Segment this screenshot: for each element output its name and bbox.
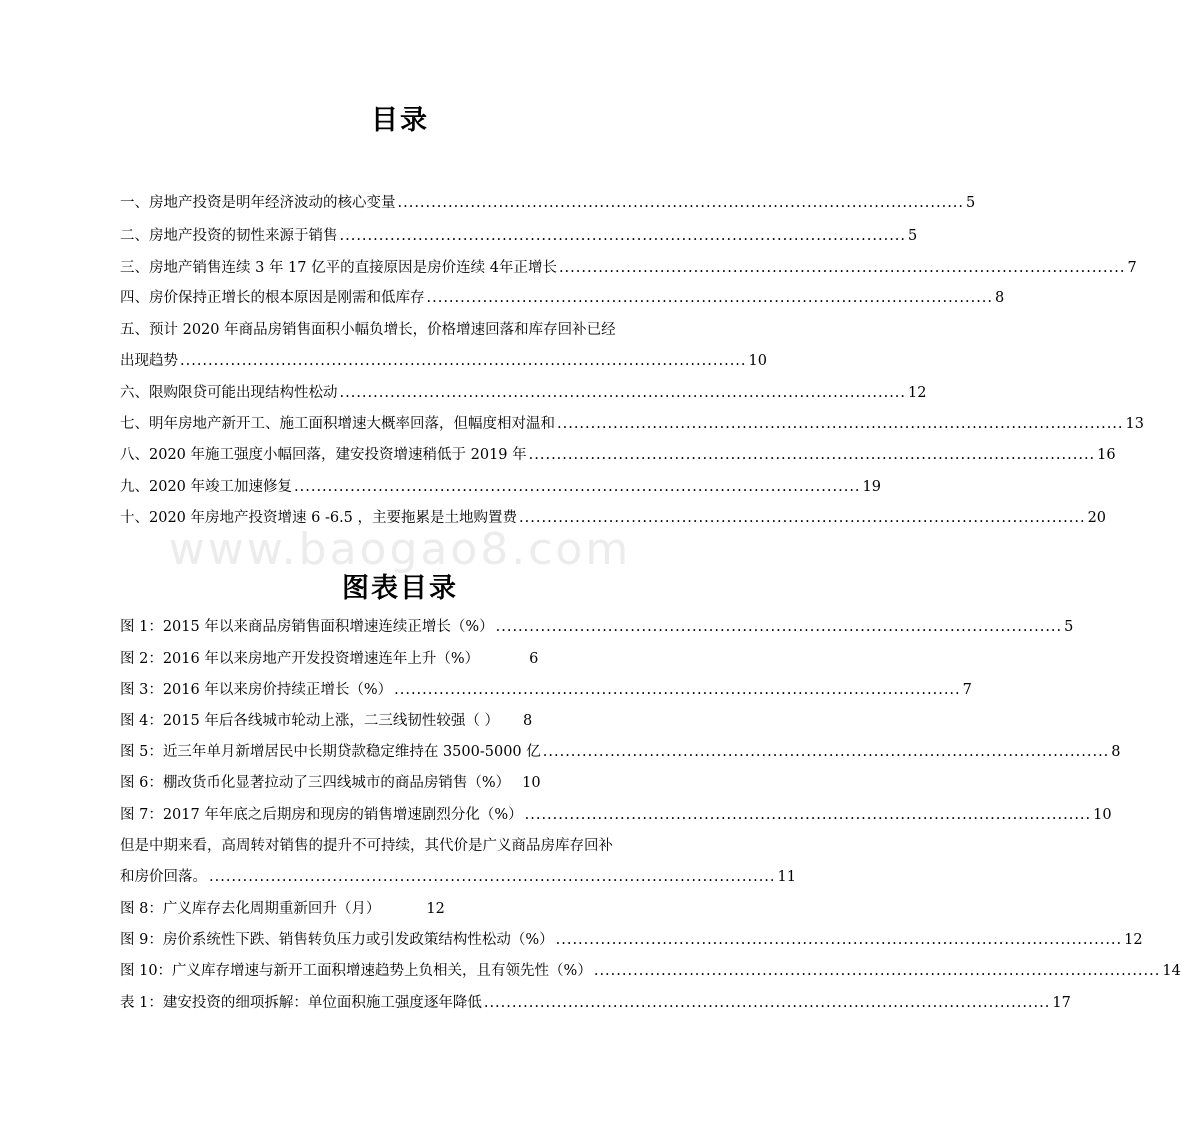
figure-entry[interactable] bbox=[120, 899, 681, 919]
figure-entry-page: 17 bbox=[1052, 995, 1071, 1011]
figure-entry-title: 表 1：建安投资的细项拆解：单位面积施工强度逐年降低 bbox=[120, 995, 482, 1011]
leader-dots: ..................................................................................................... bbox=[558, 260, 1126, 276]
toc-entry[interactable] bbox=[120, 383, 927, 403]
figure-entry[interactable] bbox=[120, 742, 1121, 762]
toc-entry-title-line1: 五、预计 2020 年商品房销售面积小幅负增长，价格增速回落和库存回补已经 bbox=[120, 322, 616, 338]
toc-entry-page: 19 bbox=[862, 479, 881, 495]
leader-dots: ..................................................................................................... bbox=[542, 744, 1110, 760]
toc-entry-title: 九、2020 年竣工加速修复 bbox=[120, 479, 293, 495]
toc-entry-title: 八、2020 年施工强度小幅回落，建安投资增速稍低于 2019 年 bbox=[120, 447, 527, 463]
leader-dots: ..................................................................................................... bbox=[519, 510, 1086, 526]
watermark: www.baogao8.com bbox=[168, 524, 632, 575]
figure-entry-title: 图 8：广义库存去化周期重新回升（月） bbox=[120, 901, 381, 917]
figure-entry-title: 和房价回落。 bbox=[120, 869, 207, 885]
figure-entry-title: 图 6：棚改货币化显著拉动了三四线城市的商品房销售（%） bbox=[120, 775, 511, 791]
figures-title: 图表目录 bbox=[342, 573, 458, 604]
toc-entry[interactable] bbox=[120, 193, 976, 213]
toc-entry-page: 7 bbox=[1127, 260, 1137, 276]
figure-entry[interactable] bbox=[120, 711, 681, 731]
toc-entry[interactable] bbox=[120, 508, 1107, 528]
toc-entry-page: 10 bbox=[748, 353, 767, 369]
figure-entry-continuation[interactable] bbox=[120, 867, 796, 887]
figure-entry-page: 11 bbox=[777, 869, 796, 885]
figure-entry[interactable] bbox=[120, 649, 681, 669]
figure-entry-page: 6 bbox=[529, 651, 539, 667]
figure-entry[interactable] bbox=[120, 930, 1143, 950]
leader-dots: ..................................................................................................... bbox=[524, 807, 1092, 823]
figure-entry-page: 12 bbox=[1124, 932, 1143, 948]
figure-entry-title: 图 5：近三年单月新增居民中长期贷款稳定维持在 3500-5000 亿 bbox=[120, 744, 541, 760]
figure-entry-title: 图 10：广义库存增速与新开工面积增速趋势上负相关，且有领先性（%） bbox=[120, 963, 592, 979]
leader-dots: ..................................................................................................... bbox=[528, 447, 1096, 463]
figure-entry-title: 图 9：房价系统性下跌、销售转负压力或引发政策结构性松动（%） bbox=[120, 932, 554, 948]
figure-entry-page: 8 bbox=[1111, 744, 1121, 760]
leader-dots: ..................................................................................................... bbox=[339, 228, 907, 244]
leader-dots: ..................................................................................................... bbox=[495, 619, 1063, 635]
figure-entry-page: 5 bbox=[1064, 619, 1074, 635]
leader-dots: ..................................................................................................... bbox=[426, 290, 994, 306]
leader-dots: ..................................................................................................... bbox=[180, 353, 747, 369]
toc-entry-continuation[interactable] bbox=[120, 351, 767, 371]
toc-entry-page: 13 bbox=[1125, 416, 1144, 432]
leader-dots: ..................................................................................................... bbox=[339, 385, 907, 401]
figure-entry-title: 图 3：2016 年以来房价持续正增长（%） bbox=[120, 682, 393, 698]
figure-entry-page: 12 bbox=[426, 901, 445, 917]
toc-entry[interactable] bbox=[120, 226, 918, 246]
toc-entry[interactable] bbox=[120, 414, 1144, 434]
leader-dots: ..................................................................................................... bbox=[294, 479, 861, 495]
leader-dots: ..................................................................................................... bbox=[557, 416, 1124, 432]
figure-entry-title: 图 7：2017 年年底之后期房和现房的销售增速剧烈分化（%） bbox=[120, 807, 523, 823]
toc-entry-page: 8 bbox=[995, 290, 1005, 306]
figure-entry-title: 图 2：2016 年以来房地产开发投资增速连年上升（%） bbox=[120, 651, 480, 667]
toc-entry-title: 四、房价保持正增长的根本原因是刚需和低库存 bbox=[120, 290, 425, 306]
toc-entry[interactable] bbox=[120, 288, 1005, 308]
figure-entry[interactable] bbox=[120, 961, 1181, 981]
figure-entry-page: 8 bbox=[522, 713, 533, 729]
leader-dots: ..................................................................................................... bbox=[394, 682, 961, 698]
toc-title: 目录 bbox=[371, 105, 429, 136]
leader-dots: ..................................................................................................... bbox=[483, 995, 1051, 1011]
toc-entry-title: 六、限购限贷可能出现结构性松动 bbox=[120, 385, 338, 401]
figure-entry-page: 10 bbox=[522, 775, 541, 791]
figure-entry[interactable] bbox=[120, 773, 681, 793]
toc-entry-title: 七、明年房地产新开工、施工面积增速大概率回落，但幅度相对温和 bbox=[120, 416, 555, 432]
toc-entry-page: 20 bbox=[1087, 510, 1107, 526]
leader-dots: ..................................................................................................... bbox=[593, 963, 1161, 979]
leader-dots: ..................................................................................................... bbox=[397, 195, 965, 211]
toc-entry-page: 16 bbox=[1097, 447, 1116, 463]
toc-entry-title: 一、房地产投资是明年经济波动的核心变量 bbox=[120, 195, 396, 211]
leader-dots: ..................................................................................................... bbox=[209, 869, 776, 885]
toc-entry[interactable] bbox=[120, 445, 1116, 465]
toc-entry-page: 5 bbox=[966, 195, 976, 211]
toc-entry-page: 5 bbox=[908, 228, 918, 244]
toc-entry-title: 十、2020 年房地产投资增速 6 -6.5 ，主要拖累是土地购置费 bbox=[120, 510, 518, 526]
figure-entry-title-line1: 但是中期来看，高周转对销售的提升不可持续，其代价是广义商品房库存回补 bbox=[120, 838, 613, 854]
figure-entry-title: 图 1：2015 年以来商品房销售面积增速连续正增长（%） bbox=[120, 619, 494, 635]
figure-entry[interactable] bbox=[120, 680, 972, 700]
toc-entry[interactable] bbox=[120, 477, 881, 497]
figure-entry[interactable] bbox=[120, 617, 1074, 637]
toc-entry-title: 三、房地产销售连续 3 年 17 亿平的直接原因是房价连续 4年正增长 bbox=[120, 260, 557, 276]
leader-dots: ..................................................................................................... bbox=[555, 932, 1123, 948]
figure-entry[interactable] bbox=[120, 805, 1112, 825]
toc-entry[interactable] bbox=[120, 320, 681, 340]
figure-entry[interactable] bbox=[120, 836, 681, 856]
figure-entry-page: 10 bbox=[1093, 807, 1112, 823]
figure-entry-page: 7 bbox=[962, 682, 972, 698]
figure-entry-page: 14 bbox=[1162, 963, 1181, 979]
toc-entry[interactable] bbox=[120, 258, 1137, 278]
toc-entry-title: 出现趋势 bbox=[120, 353, 178, 369]
figure-entry-title: 图 4：2015 年后各线城市轮动上涨，二三线韧性较强（ ） bbox=[120, 713, 499, 729]
figure-entry[interactable] bbox=[120, 993, 1071, 1013]
toc-entry-page: 12 bbox=[908, 385, 927, 401]
toc-entry-title: 二、房地产投资的韧性来源于销售 bbox=[120, 228, 338, 244]
